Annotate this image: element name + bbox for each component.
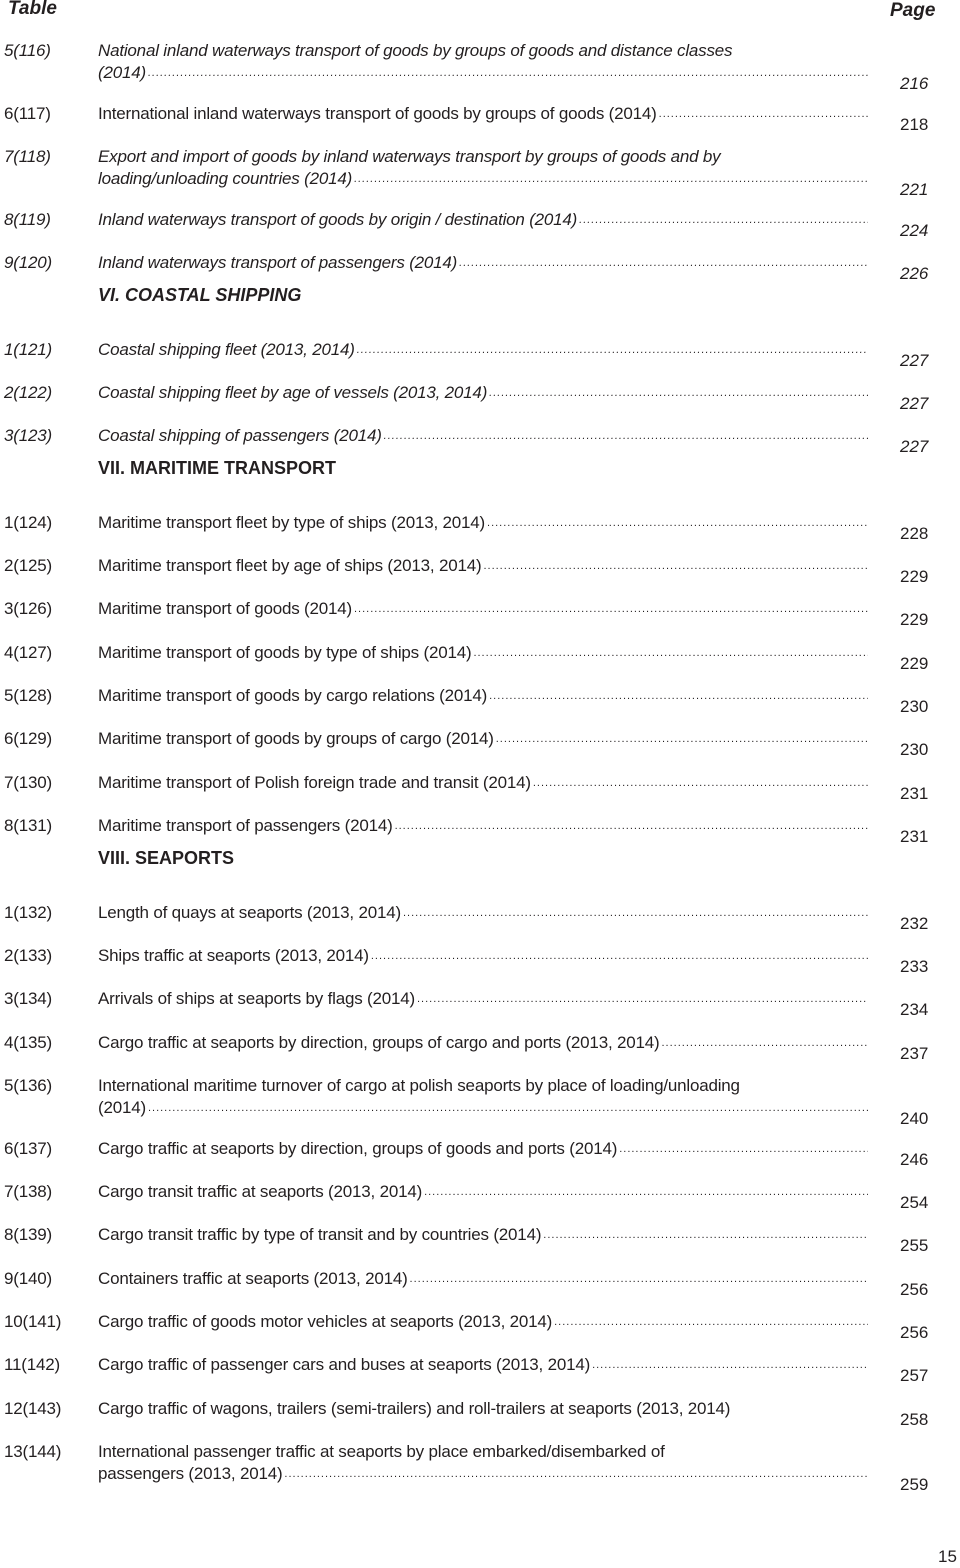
entry-number: 2(133) [4,946,52,965]
entry-number: 8(119) [4,210,51,229]
entry-title-line: Cargo transit traffic at seaports (2013, 2014) [98,1182,423,1201]
entry-title-line: Maritime transport of passengers (2014) [98,816,393,835]
dot-leader [487,512,868,534]
dot-leader [354,598,868,620]
entry-title [98,902,868,924]
entry-page-number: 230 [900,697,929,716]
dot-leader [661,1032,868,1054]
entry-title-line: National inland waterways transport of goods by groups of goods and distance classes [98,41,733,60]
entry-page-number: 231 [900,784,929,803]
dot-leader [424,1181,868,1203]
entry-title [98,425,868,447]
entry-title-line: Cargo traffic of passenger cars and buses at seaports (2013, 2014) [98,1355,591,1374]
entry-page-number: 255 [900,1236,929,1255]
entry-number: 7(118) [4,147,51,166]
entry-page-number: 240 [900,1109,929,1128]
entry-title [98,512,868,534]
section-heading: VI. COASTAL SHIPPING [98,285,302,305]
entry-title-line: Coastal shipping fleet by age of vessels (2013, 2014) [98,383,488,402]
entry-number: 4(127) [4,643,52,662]
entry-title [98,598,868,620]
entry-title-line: passengers (2013, 2014) [98,1464,283,1483]
entry-title-line: Maritime transport of goods (2014) [98,599,352,618]
entry-title-line: Cargo transit traffic by type of transit and by countries (2014) [98,1225,542,1244]
entry-page-number: 257 [900,1366,929,1385]
entry-title-line: Export and import of goods by inland waterways transport by groups of goods and by [98,147,721,166]
entry-title-line: Maritime transport of goods by type of ships (2014) [98,643,472,662]
entry-page-number: 254 [900,1193,929,1212]
entry-title [98,1075,868,1119]
dot-leader [410,1268,868,1290]
entry-page-number: 227 [900,437,929,456]
dot-leader [473,642,868,664]
entry-number: 6(117) [4,104,51,123]
entry-page-number: 229 [900,567,929,586]
entry-title-line: Inland waterways transport of goods by origin / destination (2014) [98,210,578,229]
entry-page-number: 232 [900,914,929,933]
entry-number: 12(143) [4,1399,62,1418]
entry-title [98,1032,868,1054]
entry-page-number: 231 [900,827,929,846]
entry-title-line: Inland waterways transport of passengers (2014) [98,253,458,272]
dot-leader [543,1224,868,1246]
entry-page-number: 233 [900,957,929,976]
dot-leader [619,1138,868,1160]
entry-number: 8(131) [4,816,52,835]
entry-title [98,382,868,404]
entry-title-line: Maritime transport fleet by type of ships (2013, 2014) [98,513,486,532]
dot-leader [592,1354,868,1376]
entry-title-line: Cargo traffic at seaports by direction, groups of cargo and ports (2013, 2014) [98,1033,660,1052]
entry-page-number: 221 [900,180,929,199]
entry-page-number: 227 [900,351,929,370]
entry-title-line: (2014) [98,63,146,82]
entry-title [98,555,868,577]
entry-number: 5(116) [4,41,51,60]
entry-number: 9(120) [4,253,52,272]
entry-number: 9(140) [4,1269,52,1288]
entry-number: 4(135) [4,1033,52,1052]
dot-leader [284,1463,868,1485]
dot-leader [459,252,868,274]
entry-number: 2(122) [4,383,52,402]
entry-number: 1(132) [4,903,52,922]
entry-title [98,252,868,274]
dot-leader [395,815,868,837]
entry-number: 3(126) [4,599,52,618]
entry-title [98,988,868,1010]
dot-leader [659,103,868,125]
entry-page-number: 256 [900,1323,929,1342]
dot-leader [496,728,868,750]
entry-title [98,339,868,361]
dot-leader [554,1311,868,1333]
entry-title [98,945,868,967]
entry-title [98,772,868,794]
entry-page-number: 246 [900,1150,929,1169]
entry-title [98,1181,868,1203]
entry-title-line: Coastal shipping fleet (2013, 2014) [98,340,355,359]
entry-title-line: Arrivals of ships at seaports by flags (2014) [98,989,415,1008]
dot-leader [417,988,868,1010]
entry-number: 5(128) [4,686,52,705]
entry-title [98,815,868,837]
dot-leader [371,945,868,967]
entry-page-number: 258 [900,1410,929,1429]
entry-number: 7(138) [4,1182,52,1201]
entry-title [98,1268,868,1290]
entry-title-line: Cargo traffic of wagons, trailers (semi-trailers) and roll-trailers at seaports (2013, 2014) [98,1399,731,1418]
entry-number: 6(129) [4,729,52,748]
entry-number: 7(130) [4,773,52,792]
entry-page-number: 227 [900,394,929,413]
entry-title [98,728,868,750]
section-heading: VIII. SEAPORTS [98,848,235,868]
page-number: 15 [938,1547,957,1566]
entry-number: 3(123) [4,426,52,445]
dot-leader [579,209,868,231]
entry-title-line: Coastal shipping of passengers (2014) [98,426,382,445]
entry-title-line: (2014) [98,1098,146,1117]
dot-leader [148,62,868,84]
entry-page-number: 229 [900,654,929,673]
dot-leader [489,685,868,707]
section-heading: VII. MARITIME TRANSPORT [98,458,336,478]
entry-title-line: Length of quays at seaports (2013, 2014) [98,903,401,922]
entry-number: 5(136) [4,1076,52,1095]
dot-leader [489,382,868,404]
entry-page-number: 228 [900,524,929,543]
column-header-table: Table [8,0,57,19]
entry-title-line: Maritime transport of goods by cargo relations (2014) [98,686,488,705]
entry-title [98,685,868,707]
entry-page-number: 226 [900,264,929,283]
entry-title [98,146,868,190]
entry-title-line: International inland waterways transport of goods by groups of goods (2014) [98,104,657,123]
entry-number: 3(134) [4,989,52,1008]
entry-title [98,103,868,125]
entry-number: 8(139) [4,1225,52,1244]
entry-page-number: 256 [900,1280,929,1299]
dot-leader [483,555,868,577]
entry-page-number: 229 [900,610,929,629]
entry-title [98,642,868,664]
entry-title-line: International maritime turnover of cargo at polish seaports by place of loading/unloading [98,1076,740,1095]
entry-number: 6(137) [4,1139,52,1158]
entry-title [98,1398,868,1420]
entry-number: 10(141) [4,1312,62,1331]
dot-leader [533,772,868,794]
entry-title-line: Maritime transport fleet by age of ships (2013, 2014) [98,556,482,575]
entry-title-line: Maritime transport of Polish foreign trade and transit (2014) [98,773,531,792]
entry-page-number: 234 [900,1000,929,1019]
entry-title [98,1441,868,1485]
entry-title [98,1138,868,1160]
dot-leader [384,425,868,447]
entry-page-number: 216 [900,74,929,93]
entry-page-number: 224 [900,221,929,240]
entry-number: 1(121) [4,340,52,359]
entry-title-line: loading/unloading countries (2014) [98,169,353,188]
entry-title [98,209,868,231]
entry-title-line: Ships traffic at seaports (2013, 2014) [98,946,369,965]
entry-number: 11(142) [4,1355,60,1374]
entry-page-number: 237 [900,1044,929,1063]
column-header-page: Page [890,0,936,21]
dot-leader [403,902,868,924]
entry-title-line: Cargo traffic at seaports by direction, groups of goods and ports (2014) [98,1139,618,1158]
dot-leader [357,339,868,361]
entry-number: 13(144) [4,1442,62,1461]
entry-number: 1(124) [4,513,52,532]
entry-title-line: Cargo traffic of goods motor vehicles at seaports (2013, 2014) [98,1312,553,1331]
dot-leader [354,168,868,190]
entry-title [98,40,868,84]
entry-title-line: Maritime transport of goods by groups of cargo (2014) [98,729,494,748]
entry-page-number: 218 [900,115,929,134]
entry-page-number: 259 [900,1475,929,1494]
entry-page-number: 230 [900,740,929,759]
entry-title [98,1224,868,1246]
entry-title-line: International passenger traffic at seaports by place embarked/disembarked of [98,1442,665,1461]
entry-title-line: Containers traffic at seaports (2013, 2014) [98,1269,408,1288]
entry-number: 2(125) [4,556,52,575]
entry-title [98,1311,868,1333]
dot-leader [148,1097,868,1119]
entry-title [98,1354,868,1376]
